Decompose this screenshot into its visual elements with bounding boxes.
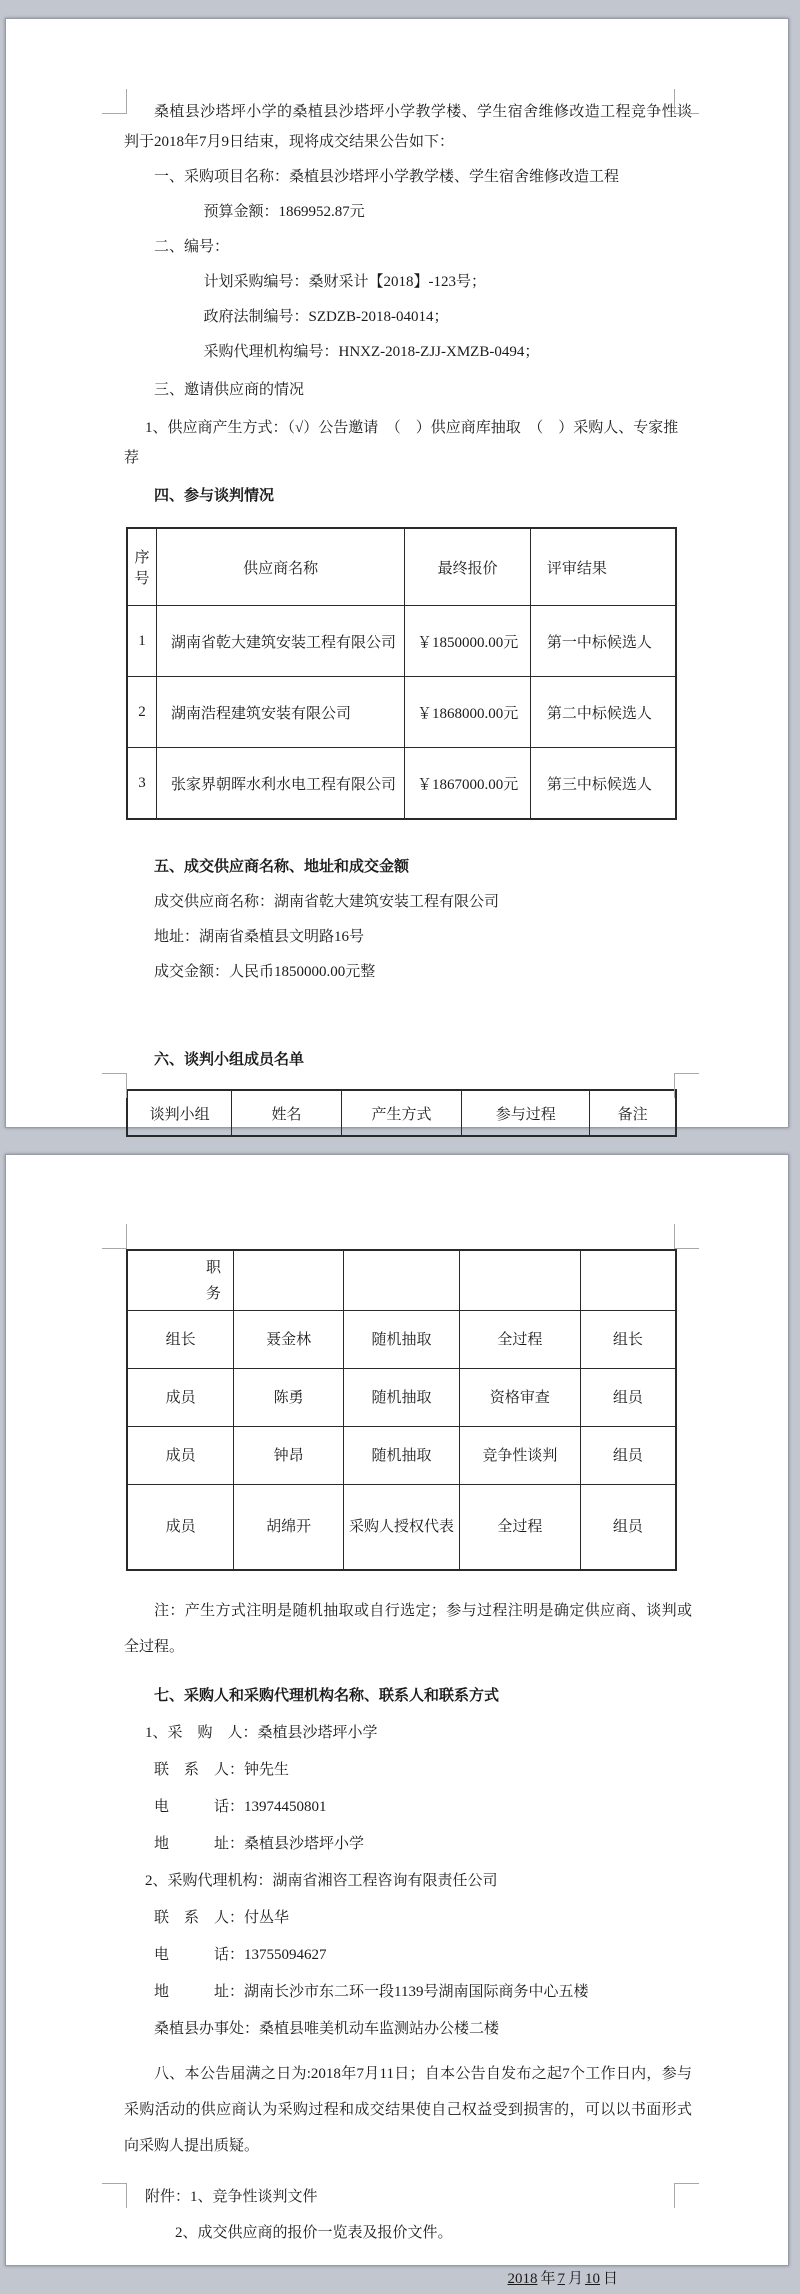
cell-remark: 组员 bbox=[580, 1485, 676, 1571]
table-row bbox=[127, 606, 676, 677]
crop-mark-icon bbox=[102, 1073, 127, 1098]
purchaser-address: 地 址：桑植县沙塔坪小学 bbox=[154, 1836, 365, 1852]
page-1-content bbox=[6, 97, 788, 1137]
section8-paragraph: 八、本公告届满之日为:2018年7月11日；自本公告自发布之起7个工作日内，参与采购活动的供应商认为采购过程和成交结果使自己权益受到损害的，可以以书面形式向采购人提出质疑。 bbox=[124, 2066, 692, 2154]
date-year-label: 年 bbox=[540, 2271, 556, 2287]
header-cell: 评审结果 bbox=[530, 528, 676, 606]
crop-mark-icon bbox=[674, 1073, 699, 1098]
cell-price: ￥1850000.00元 bbox=[405, 606, 531, 677]
header-cell: 备注 bbox=[590, 1090, 676, 1136]
winning-address: 地址：湖南省桑植县文明路16号 bbox=[154, 929, 365, 945]
section5-title: 五、成交供应商名称、地址和成交金额 bbox=[154, 859, 410, 875]
cell-empty bbox=[343, 1250, 459, 1311]
intro-paragraph: 桑植县沙塔坪小学的桑植县沙塔坪小学教学楼、学生宿舍维修改造工程竞争性谈判于2018年7月9日结束，现将成交结果公告如下： bbox=[124, 104, 692, 150]
section2-title: 二、编号： bbox=[154, 239, 230, 255]
attachment-line-1: 附件：1、竞争性谈判文件 bbox=[145, 2189, 318, 2205]
panel-table-header bbox=[126, 1089, 677, 1137]
cell-supplier: 湖南省乾大建筑安装工程有限公司 bbox=[156, 606, 404, 677]
section2-gov-no: 政府法制编号：SZDZB-2018-04014； bbox=[203, 309, 449, 325]
cell-process: 全过程 bbox=[459, 1485, 580, 1571]
cell-role: 组长 bbox=[127, 1311, 234, 1369]
cell-price: ￥1868000.00元 bbox=[405, 677, 531, 748]
cell-index: 1 bbox=[127, 606, 156, 677]
date-line bbox=[124, 2264, 692, 2294]
section2-plan-no: 计划采购编号：桑财采计【2018】-123号； bbox=[203, 274, 486, 290]
agency-contact: 联 系 人：付丛华 bbox=[154, 1910, 290, 1926]
agency-address: 地 址：湖南长沙市东二环一段1139号湖南国际商务中心五楼 bbox=[154, 1984, 589, 2000]
cell-empty bbox=[580, 1250, 676, 1311]
section6-title: 六、谈判小组成员名单 bbox=[154, 1052, 305, 1068]
date-day-label: 日 bbox=[602, 2271, 618, 2287]
cell-supplier: 湖南浩程建筑安装有限公司 bbox=[156, 677, 404, 748]
cell-role: 成员 bbox=[127, 1369, 234, 1427]
header-cell: 姓名 bbox=[232, 1090, 342, 1136]
section1-title: 一、采购项目名称：桑植县沙塔坪小学教学楼、学生宿舍维修改造工程 bbox=[154, 169, 620, 185]
cell-method: 随机抽取 bbox=[343, 1311, 459, 1369]
cell-remark: 组员 bbox=[580, 1427, 676, 1485]
table-row bbox=[127, 1369, 676, 1427]
cell-empty bbox=[234, 1250, 344, 1311]
purchaser-line: 1、采 购 人：桑植县沙塔坪小学 bbox=[145, 1725, 378, 1741]
table-row bbox=[127, 748, 676, 820]
crop-mark-icon bbox=[102, 1224, 127, 1249]
crop-mark-icon bbox=[102, 2183, 127, 2208]
cell-method: 随机抽取 bbox=[343, 1369, 459, 1427]
section3-title: 三、邀请供应商的情况 bbox=[154, 382, 305, 398]
table-row bbox=[127, 1427, 676, 1485]
cell-result: 第一中标候选人 bbox=[530, 606, 676, 677]
crop-mark-icon bbox=[674, 2183, 699, 2208]
cell-remark: 组员 bbox=[580, 1369, 676, 1427]
agency-phone: 电 话：13755094627 bbox=[154, 1947, 327, 1963]
date-month: 7 bbox=[557, 2271, 565, 2287]
table-row bbox=[127, 677, 676, 748]
cell-process: 全过程 bbox=[459, 1311, 580, 1369]
cell-name: 钟昂 bbox=[234, 1427, 344, 1485]
cell-index: 3 bbox=[127, 748, 156, 820]
table-header-row bbox=[127, 528, 676, 606]
attachment-line-2: 2、成交供应商的报价一览表及报价文件。 bbox=[175, 2225, 453, 2241]
cell-remark: 组长 bbox=[580, 1311, 676, 1369]
purchaser-phone: 电 话：13974450801 bbox=[154, 1799, 327, 1815]
cell-role: 成员 bbox=[127, 1485, 234, 1571]
section1-budget: 预算金额：1869952.87元 bbox=[203, 204, 365, 220]
header-cell: 供应商名称 bbox=[156, 528, 404, 606]
cell-empty bbox=[459, 1250, 580, 1311]
cell-role-header: 职务 bbox=[127, 1250, 234, 1311]
crop-mark-icon bbox=[674, 1224, 699, 1249]
table-header-row bbox=[127, 1090, 676, 1136]
section7-title: 七、采购人和采购代理机构名称、联系人和联系方式 bbox=[154, 1688, 500, 1704]
winning-amount: 成交金额：人民币1850000.00元整 bbox=[154, 964, 376, 980]
panel-member-table bbox=[126, 1249, 677, 1571]
cell-supplier: 张家界朝晖水利水电工程有限公司 bbox=[156, 748, 404, 820]
cell-process: 竞争性谈判 bbox=[459, 1427, 580, 1485]
cell-method: 采购人授权代表 bbox=[343, 1485, 459, 1571]
table-row bbox=[127, 1485, 676, 1571]
date-month-label: 月 bbox=[567, 2271, 583, 2287]
date-year: 2018 bbox=[507, 2271, 538, 2287]
table-note: 注：产生方式注明是随机抽取或自行选定；参与过程注明是确定供应商、谈判或全过程。 bbox=[124, 1603, 692, 1655]
cell-result: 第三中标候选人 bbox=[530, 748, 676, 820]
crop-mark-icon bbox=[674, 89, 699, 114]
winning-supplier: 成交供应商名称：湖南省乾大建筑安装工程有限公司 bbox=[154, 894, 500, 910]
supplier-method-line: 1、供应商产生方式：（√）公告邀请 （ ）供应商库抽取 （ ）采购人、专家推荐 bbox=[124, 420, 679, 466]
cell-method: 随机抽取 bbox=[343, 1427, 459, 1485]
cell-result: 第二中标候选人 bbox=[530, 677, 676, 748]
cell-role: 成员 bbox=[127, 1427, 234, 1485]
cell-price: ￥1867000.00元 bbox=[405, 748, 531, 820]
header-cell: 谈判小组 bbox=[127, 1090, 232, 1136]
purchaser-contact: 联 系 人：钟先生 bbox=[154, 1762, 290, 1778]
header-cell: 参与过程 bbox=[462, 1090, 590, 1136]
header-cell: 产生方式 bbox=[341, 1090, 461, 1136]
agency-branch-office: 桑植县办事处：桑植县唯美机动车监测站办公楼二楼 bbox=[154, 2021, 500, 2037]
crop-mark-icon bbox=[102, 89, 127, 114]
section4-title: 四、参与谈判情况 bbox=[154, 488, 275, 504]
date-day: 10 bbox=[584, 2271, 600, 2287]
negotiation-table bbox=[126, 527, 677, 820]
agency-line: 2、采购代理机构：湖南省湘咨工程咨询有限责任公司 bbox=[145, 1873, 498, 1889]
cell-name: 陈勇 bbox=[234, 1369, 344, 1427]
section2-agency-no: 采购代理机构编号：HNXZ-2018-ZJJ-XMZB-0494； bbox=[203, 344, 540, 360]
table-row bbox=[127, 1250, 676, 1311]
cell-name: 聂金林 bbox=[234, 1311, 344, 1369]
page-2-content bbox=[6, 1249, 788, 2294]
page-1 bbox=[5, 18, 789, 1128]
header-cell: 序号 bbox=[127, 528, 156, 606]
cell-name: 胡绵开 bbox=[234, 1485, 344, 1571]
cell-index: 2 bbox=[127, 677, 156, 748]
page-2 bbox=[5, 1154, 789, 2287]
header-cell: 最终报价 bbox=[405, 528, 531, 606]
table-row bbox=[127, 1311, 676, 1369]
cell-process: 资格审查 bbox=[459, 1369, 580, 1427]
